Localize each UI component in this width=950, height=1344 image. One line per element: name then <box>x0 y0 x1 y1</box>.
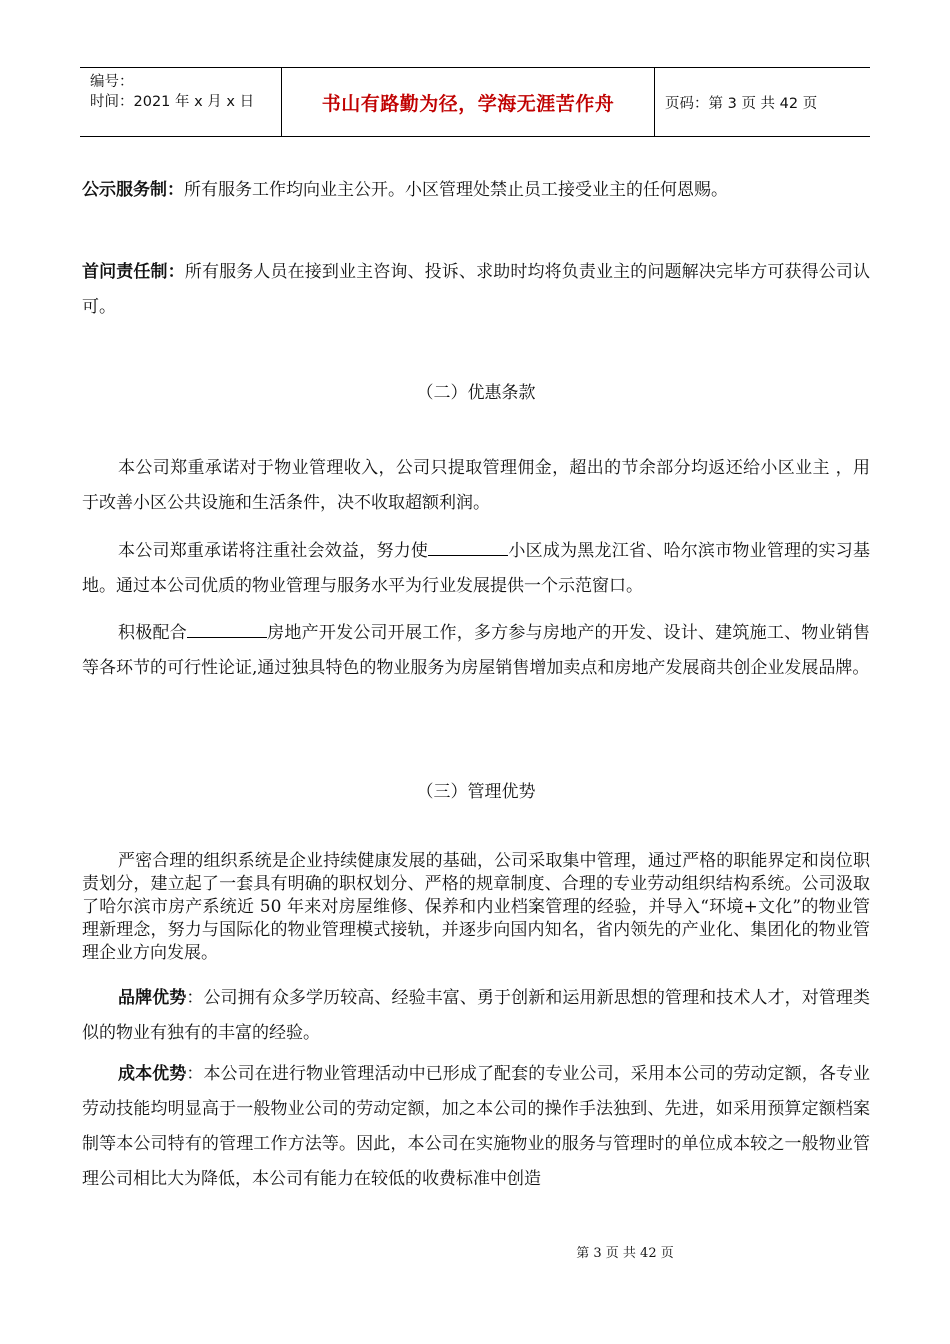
header-motto: 书山有路勤为径，学海无涯苦作舟 <box>282 68 655 136</box>
paragraph-commitment-income: 本公司郑重承诺对于物业管理收入，公司只提取管理佣金，超出的节余部分均返还给小区业主 ，用于改善小区公共设施和生活条件，决不收取超额利润。 <box>82 458 870 513</box>
page-footer: 第 3 页 共 42 页 <box>576 1246 674 1261</box>
paragraph-commitment-social <box>82 534 870 604</box>
paragraph-text: 本公司郑重承诺将注重社会效益，努力使 <box>118 541 429 561</box>
header-meta <box>80 68 282 136</box>
section-heading-advantage: （三）管理优势 <box>416 782 536 802</box>
paragraph-brand-advantage <box>82 981 870 1051</box>
term-label: 成本优势 <box>118 1064 187 1084</box>
paragraph-text: 所有服务工作均向业主公开。小区管理处禁止员工接受业主的任何恩赐。 <box>184 180 728 200</box>
header-page-info: 页码：第 3 页 共 42 页 <box>665 95 818 112</box>
paragraph-disclosure <box>82 173 870 208</box>
paragraph-text: ：公司拥有众多学历较高、经验丰富、勇于创新和运用新思想的管理和技术人才，对管理类似的物业有独有的丰富的经验。 <box>82 988 871 1043</box>
paragraph-text: ：本公司在进行物业管理活动中已形成了配套的专业公司，采用本公司的劳动定额，各专业劳动技能均明显高于一般物业公司的劳动定额，加之本公司的操作手法独到、先进，如采用预算定额档案制等本公司特有的管理工作方法等。因此，本公司在实施物业的服务与管理时的单位成本较之一般物业管理公司相比大为降低，本公司有能力在较低的收费标准中创造 <box>82 1064 871 1189</box>
paragraph-first-responsibility <box>82 255 870 325</box>
fill-blank <box>187 619 267 638</box>
paragraph-cost-advantage <box>82 1057 870 1197</box>
paragraph-organization: 严密合理的组织系统是企业持续健康发展的基础，公司采取集中管理，通过严格的职能界定和岗位职责划分，建立起了一套具有明确的职权划分、严格的规章制度、合理的专业劳动组织结构系统。公司汲取了哈尔滨市房产系统近 50 年来对房屋维修、保养和内业档案管理的经验，并导入“环境+文化”的物业管理新理念，努力与国际化的物业管理模式接轨，并逐步向国内知名，省内领先的产业化、集团化的物业管理企业方向发展。 <box>82 851 870 963</box>
paragraph-text: 小区成为黑龙江省、哈尔滨市物业管理的实习基地。通过本公司优质的物业管理与服务水平为行业发展提供一个示范窗口。 <box>82 541 871 596</box>
document-number: 编号： <box>90 74 134 90</box>
document-date: 时间：2021 年 x 月 x 日 <box>90 94 255 110</box>
paragraph-text: 积极配合 <box>118 623 187 643</box>
term-label: 首问责任制： <box>82 262 185 282</box>
fill-blank <box>428 537 508 556</box>
term-label: 品牌优势 <box>118 988 187 1008</box>
page-header <box>80 67 870 137</box>
paragraph-text: 房地产开发公司开展工作，多方参与房地产的开发、设计、建筑施工、物业销售等各环节的可行性论证,通过独具特色的物业服务为房屋销售增加卖点和房地产发展商共创企业发展品牌。 <box>82 623 871 678</box>
section-heading-discount: （二）优惠条款 <box>416 383 536 403</box>
paragraph-text: 所有服务人员在接到业主咨询、投诉、求助时均将负责业主的问题解决完毕方可获得公司认可。 <box>82 262 871 317</box>
term-label: 公示服务制： <box>82 180 184 200</box>
paragraph-cooperation <box>82 616 870 686</box>
